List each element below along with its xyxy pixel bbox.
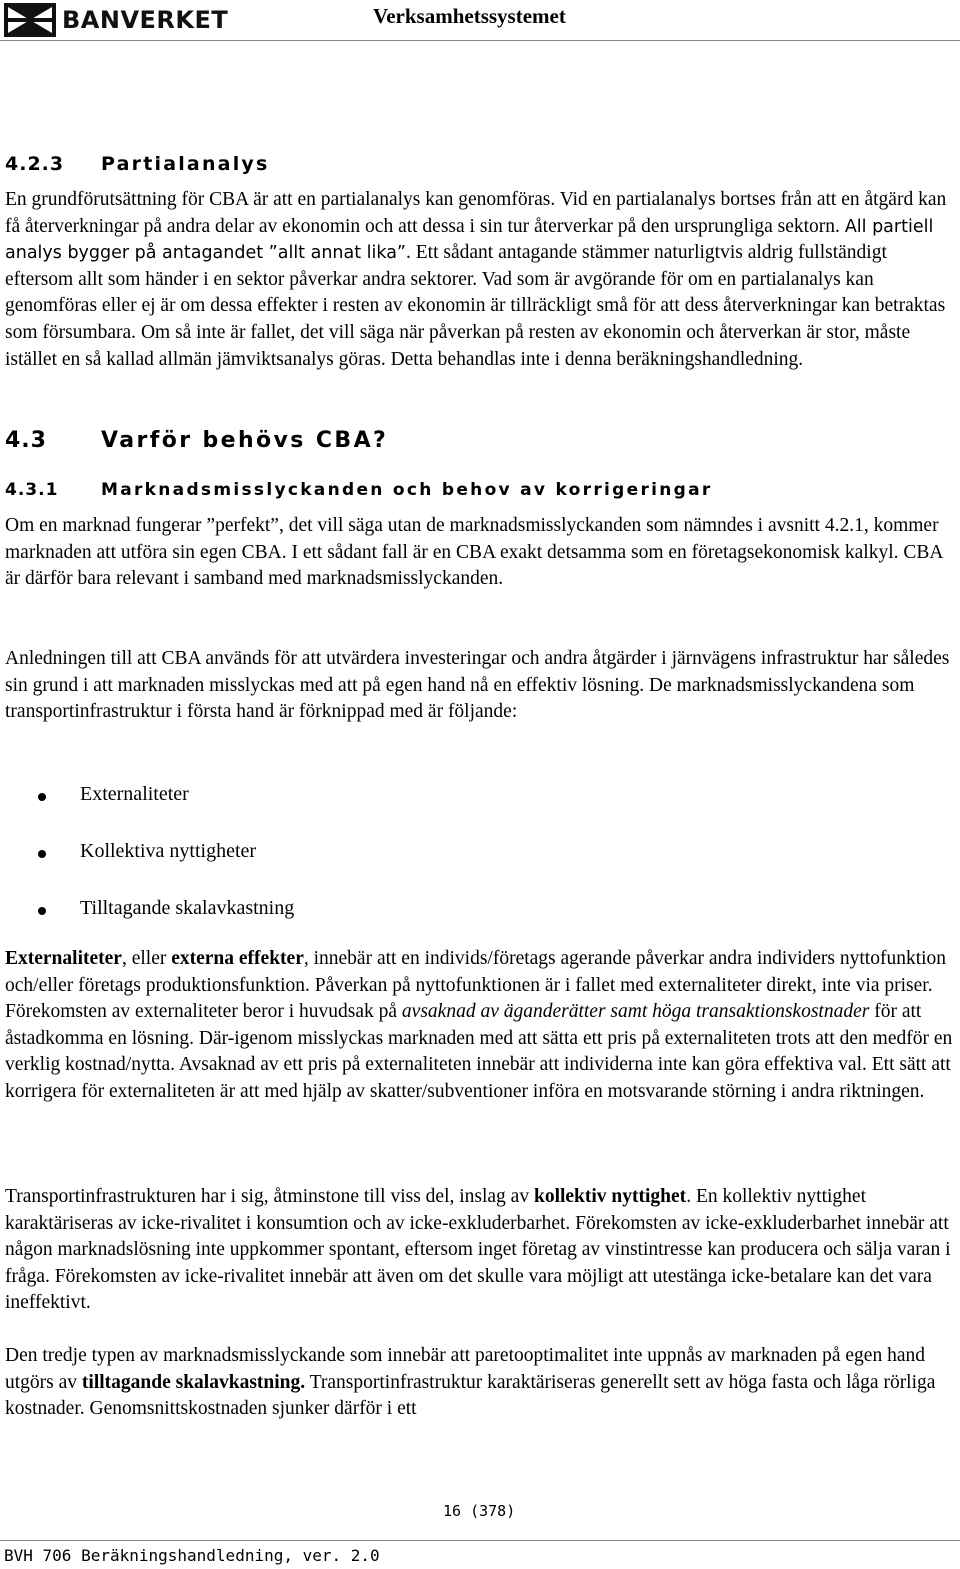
footer-divider (0, 1540, 960, 1541)
logo-text: BANVERKET (62, 6, 229, 34)
banverket-logo (4, 2, 228, 38)
text-run: Transportinfrastruktur karaktäriseras generellt sett av höga fasta och låga rörliga kostnader. Genomsnittskostnaden sjunker därför i ett (5, 1371, 936, 1420)
text-run: All partiell analys bygger på antagandet ”allt annat lika” (5, 216, 934, 264)
text-run: för att åstadkomma en lösning. Där-igenom misslyckas marknaden med att sätta ett pris på externaliteten trots att den medför en verklig kostnad/nytta. Avsaknad av ett pris på externaliteten innebär att individerna inte kan göra effektiva val. Ett sätt att korrigera för externaliteten är att med hjälp av skatter/subventioner införa en motsvarande störning i andra riktningen. (5, 1001, 953, 1102)
paragraph-skalavkastning (5, 1343, 955, 1423)
text-run: . Ett sådant antagande stämmer naturligtvis aldrig fullständigt eftersom allt som händer i en sektor påverkar andra sektorer. (5, 242, 887, 290)
bold-term: tilltagande skalavkastning. (81, 1371, 306, 1393)
list-item-label: Kollektiva nyttigheter (80, 840, 257, 862)
text-run: , innebär att en individs/företags agerande påverkar andra individers nyttofunktion och/eller företags produktionsfunktion. Påverkan på nyttofunktionen är i fallet med externaliteter direkt, inte via priser. Förekomsten av externaliteter beror i huvudsak på (5, 948, 947, 1023)
section-heading-4-3-1 (5, 480, 713, 500)
text-run: En grundförutsättning för CBA är att en partialanalys kan genomföras. Vid en partialanalys bortses från att en åtgärd kan få återverkningar på andra delar av ekonomin och att dessa i sin tur återverkar på den ursprungliga sektorn. (5, 189, 947, 237)
paragraph-kollektiv-nyttighet (5, 1184, 955, 1317)
list-item-label: Externaliteter (80, 783, 189, 805)
bold-term: kollektiv nyttighet (533, 1186, 687, 1207)
text-run: Den tredje typen av marknadsmisslyckande som innebär att paretooptimalitet inte uppnås av marknaden på egen hand utgörs av (5, 1345, 925, 1393)
text-run: Om så inte är fallet, det vill säga när påverkan på resten av ekonomin och återverkan är stor, måste istället en så kallad allmän jämviktsanalys göras. Detta behandlas inte i denna beräkningshandledning. (5, 321, 911, 370)
text-run: Transportinfrastrukturen har i sig, åtminstone till viss del, inslag av (5, 1186, 534, 1207)
section-title: Marknadsmisslyckanden och behov av korrigeringar (101, 480, 713, 500)
page-number: 16 (378) (443, 1502, 516, 1520)
section-heading-4-3 (5, 428, 388, 453)
section-number: 4.3.1 (5, 480, 59, 500)
text-run: . En kollektiv nyttighet karaktäriseras av icke-rivalitet i konsumtion och av icke-exkluderbarhet. Förekomsten av icke-exkluderbarhet innebär att någon marknadslösning inte uppkommer spontant, eftersom inget företag av vinstintresse kan producera och sälja varan i fråga. Förekomsten av icke-rivalitet innebär att även om det skulle vara möjligt att utestänga icke-betalare kan det vara ineffektivt. (5, 1186, 951, 1314)
paragraph-externaliteter (5, 946, 955, 1106)
banverket-logo-icon (4, 3, 56, 37)
list-item-label: Tilltagande skalavkastning (80, 897, 295, 919)
paragraph-partialanalys (5, 187, 955, 373)
bullet-icon (38, 907, 46, 915)
text-run: , eller (121, 948, 172, 969)
section-title: Partialanalys (101, 153, 270, 175)
header-divider (0, 40, 960, 41)
bullet-icon (38, 793, 46, 801)
bold-term: Externaliteter (5, 948, 122, 969)
bold-term: externa effekter (171, 948, 304, 969)
section-heading-4-2-3 (5, 153, 270, 175)
bullet-icon (38, 850, 46, 858)
section-number: 4.2.3 (5, 153, 65, 175)
paragraph-anledningen: Anledningen till att CBA används för att utvärdera investeringar och andra åtgärder i järnvägens infrastruktur har således sin grund i att marknaden misslyckas med att på egen hand nå en effektiv lösning. De marknadsmisslyckandena som transportinfrastruktur i första hand är förknippad med är följande: (5, 648, 950, 723)
text-run: Vad som är avgörande för om en partialanalys kan genomföras eller ej är om dessa effekter i resten av ekonomin är tillräckligt små för att dess återverkningar kan betraktas som försumbara. (5, 268, 946, 343)
italic-term: avsaknad av äganderätter samt höga transaktionskostnader (401, 1001, 870, 1023)
footer-document-title: BVH 706 Beräkningshandledning, ver. 2.0 (4, 1546, 380, 1565)
section-number: 4.3 (5, 428, 47, 453)
header-title: Verksamhetssystemet (373, 4, 566, 28)
paragraph-perfekt-marknad: Om en marknad fungerar ”perfekt”, det vill säga utan de marknadsmisslyckanden som nämndes i avsnitt 4.2.1, kommer marknaden att utföra sin egen CBA. I ett sådant fall är en CBA exakt detsamma som en företagsekonomisk kalkyl. CBA är därför bara relevant i samband med marknadsmisslyckanden. (5, 515, 943, 590)
section-title: Varför behövs CBA? (101, 428, 389, 453)
